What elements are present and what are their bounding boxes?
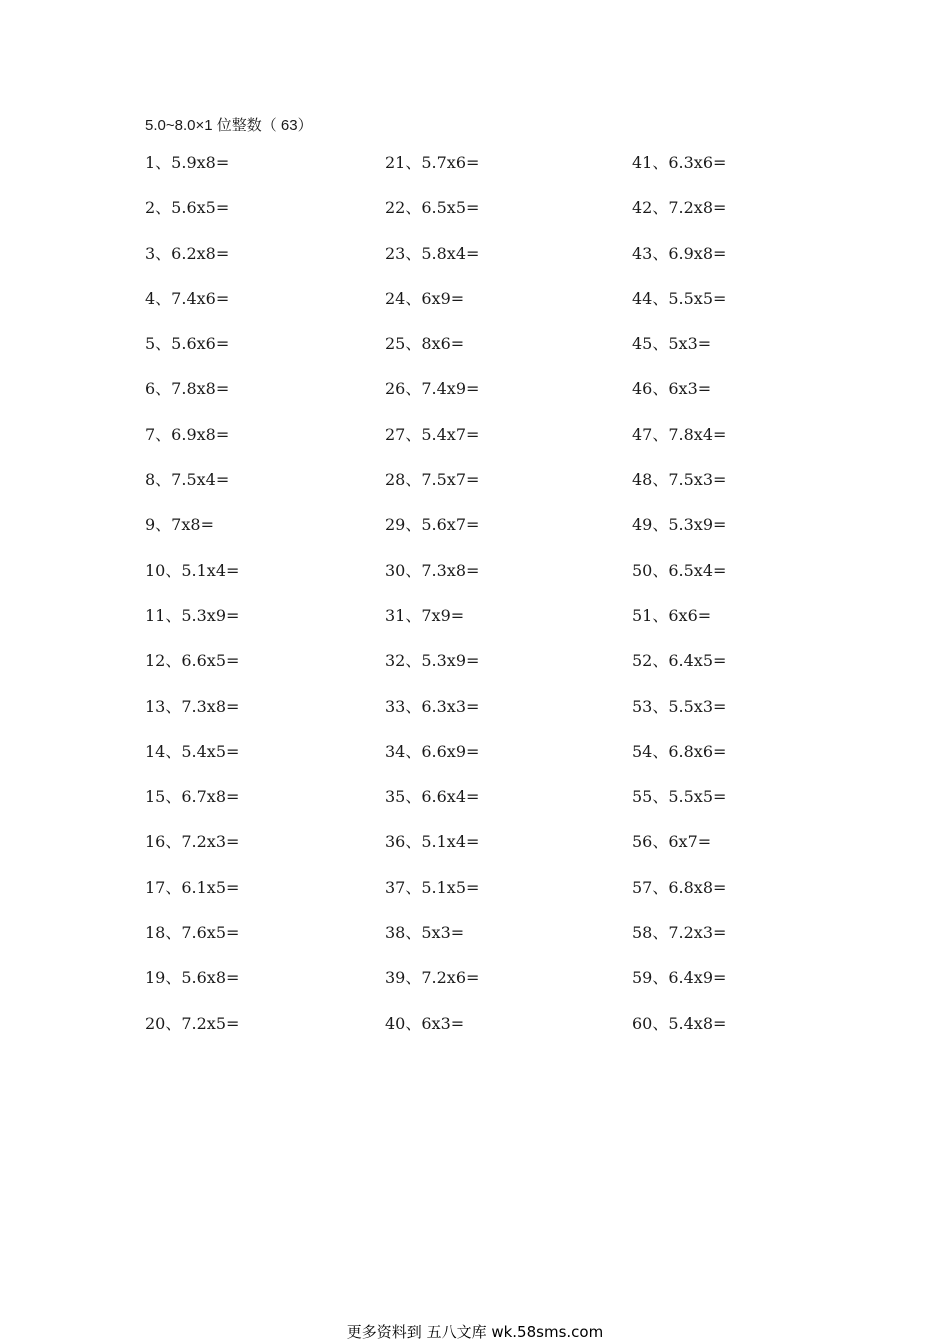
math-problem: 31、7x9= — [385, 605, 465, 625]
math-problem: 22、6.5x5= — [385, 198, 480, 218]
math-problem: 40、6x3= — [385, 1013, 465, 1033]
math-problem: 4、7.4x6= — [145, 288, 230, 308]
math-problem: 36、5.1x4= — [385, 832, 480, 852]
math-problem: 12、6.6x5= — [145, 651, 240, 671]
math-problem: 55、5.5x5= — [632, 787, 727, 807]
math-problem: 45、5x3= — [632, 334, 712, 354]
math-problem: 47、7.8x4= — [632, 424, 727, 444]
math-problem: 56、6x7= — [632, 832, 712, 852]
math-problem: 37、5.1x5= — [385, 877, 480, 897]
math-problem: 8、7.5x4= — [145, 470, 230, 490]
math-problem: 1、5.9x8= — [145, 153, 230, 172]
math-problem: 3、6.2x8= — [145, 243, 230, 263]
math-problem: 43、6.9x8= — [632, 243, 727, 263]
math-problem: 19、5.6x8= — [145, 968, 240, 988]
math-problem: 21、5.7x6= — [385, 153, 480, 172]
math-problem: 2、5.6x5= — [145, 198, 230, 218]
math-problem: 50、6.5x4= — [632, 560, 727, 580]
math-problem: 34、6.6x9= — [385, 741, 480, 761]
math-problem: 35、6.6x4= — [385, 787, 480, 807]
math-problem: 60、5.4x8= — [632, 1013, 727, 1033]
math-problem: 27、5.4x7= — [385, 424, 480, 444]
math-problem: 15、6.7x8= — [145, 787, 240, 807]
math-problem: 54、6.8x6= — [632, 741, 727, 761]
math-problem: 48、7.5x3= — [632, 470, 727, 490]
problem-column-1 — [145, 150, 375, 1056]
math-problem: 26、7.4x9= — [385, 379, 480, 399]
math-problem: 25、8x6= — [385, 334, 465, 354]
page-title: 5.0~8.0×1 位整数（ 63） — [145, 117, 313, 134]
math-problem: 41、6.3x6= — [632, 153, 727, 172]
math-problem: 42、7.2x8= — [632, 198, 727, 218]
math-problem: 46、6x3= — [632, 379, 712, 399]
footer-watermark: 更多资料到 五八文库 wk.58sms.com — [346, 1323, 604, 1341]
math-problem: 52、6.4x5= — [632, 651, 727, 671]
math-problem: 18、7.6x5= — [145, 923, 240, 943]
math-problem: 11、5.3x9= — [145, 605, 240, 625]
math-problem: 53、5.5x3= — [632, 696, 727, 716]
problem-column-3 — [632, 150, 862, 1056]
math-problem: 59、6.4x9= — [632, 968, 727, 988]
math-problem: 57、6.8x8= — [632, 877, 727, 897]
math-problem: 38、5x3= — [385, 923, 465, 943]
math-problem: 13、7.3x8= — [145, 696, 240, 716]
math-problem: 23、5.8x4= — [385, 243, 480, 263]
math-problem: 17、6.1x5= — [145, 877, 240, 897]
math-problem: 20、7.2x5= — [145, 1013, 240, 1033]
math-problem: 58、7.2x3= — [632, 923, 727, 943]
math-problem: 9、7x8= — [145, 515, 214, 535]
math-problem: 44、5.5x5= — [632, 288, 727, 308]
math-problem: 6、7.8x8= — [145, 379, 230, 399]
math-problem: 32、5.3x9= — [385, 651, 480, 671]
math-problem: 5、5.6x6= — [145, 334, 230, 354]
math-problem: 33、6.3x3= — [385, 696, 480, 716]
math-problem: 28、7.5x7= — [385, 470, 480, 490]
problem-column-2 — [385, 150, 615, 1056]
math-problem: 30、7.3x8= — [385, 560, 480, 580]
math-problem: 14、5.4x5= — [145, 741, 240, 761]
math-problem: 49、5.3x9= — [632, 515, 727, 535]
math-problem: 24、6x9= — [385, 288, 465, 308]
math-problem: 10、5.1x4= — [145, 560, 240, 580]
math-problem: 39、7.2x6= — [385, 968, 480, 988]
math-problem: 51、6x6= — [632, 605, 712, 625]
math-problem: 16、7.2x3= — [145, 832, 240, 852]
math-problem: 7、6.9x8= — [145, 424, 230, 444]
math-problem: 29、5.6x7= — [385, 515, 480, 535]
